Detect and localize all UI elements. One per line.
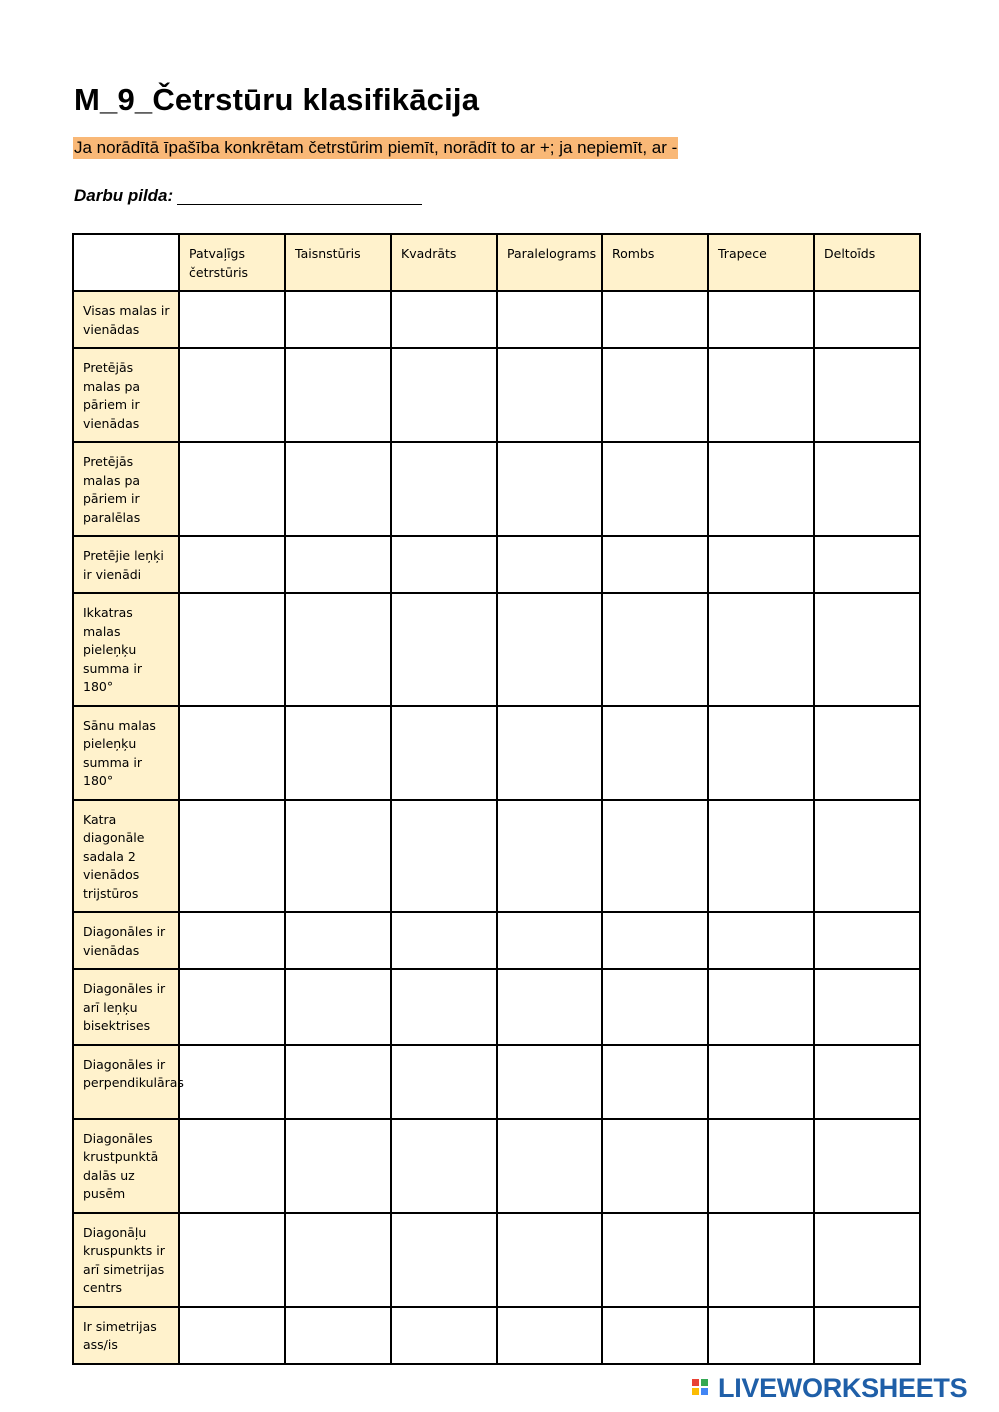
answer-cell[interactable] [497,1119,602,1213]
answer-cell[interactable] [179,348,285,442]
answer-cell[interactable] [391,800,497,913]
row-label: Pretējās malas pa pāriem ir paralēlas [73,442,179,536]
liveworksheets-logo-icon [690,1376,716,1400]
answer-cell[interactable] [814,706,920,800]
answer-cell[interactable] [497,912,602,969]
table-row [73,291,920,348]
performer-name-input[interactable] [177,186,422,205]
answer-cell[interactable] [391,969,497,1045]
row-label: Pretējie leņķi ir vienādi [73,536,179,593]
answer-cell[interactable] [497,800,602,913]
classification-table [72,233,921,1365]
table-row [73,706,920,800]
answer-cell[interactable] [391,706,497,800]
answer-cell[interactable] [708,291,814,348]
answer-cell[interactable] [391,348,497,442]
answer-cell[interactable] [285,291,391,348]
answer-cell[interactable] [179,1045,285,1119]
answer-cell[interactable] [814,291,920,348]
row-label: Ir simetrijas ass/is [73,1307,179,1364]
answer-cell[interactable] [285,348,391,442]
answer-cell[interactable] [602,1119,708,1213]
answer-cell[interactable] [497,348,602,442]
column-header: Rombs [602,234,708,291]
answer-cell[interactable] [179,706,285,800]
answer-cell[interactable] [285,1307,391,1364]
answer-cell[interactable] [708,800,814,913]
table-row [73,912,920,969]
answer-cell[interactable] [708,1213,814,1307]
answer-cell[interactable] [602,969,708,1045]
table-row [73,536,920,593]
logo-square-blue [701,1388,708,1395]
table-row [73,1045,920,1119]
page-title: M_9_Četrstūru klasifikācija [74,82,480,117]
answer-cell[interactable] [391,442,497,536]
answer-cell[interactable] [179,912,285,969]
row-label: Ikkatras malas pieleņķu summa ir 180° [73,593,179,706]
answer-cell[interactable] [391,1119,497,1213]
table-row [73,348,920,442]
row-label: Diagonāles ir arī leņķu bisektrises [73,969,179,1045]
answer-cell[interactable] [708,1307,814,1364]
answer-cell[interactable] [497,593,602,706]
answer-cell[interactable] [285,536,391,593]
answer-cell[interactable] [814,1045,920,1119]
answer-cell[interactable] [814,348,920,442]
answer-cell[interactable] [814,593,920,706]
answer-cell[interactable] [285,1045,391,1119]
answer-cell[interactable] [602,1045,708,1119]
answer-cell[interactable] [602,912,708,969]
answer-cell[interactable] [285,442,391,536]
logo-square-green [701,1379,708,1386]
answer-cell[interactable] [602,593,708,706]
answer-cell[interactable] [708,706,814,800]
answer-cell[interactable] [285,969,391,1045]
answer-cell[interactable] [708,1119,814,1213]
answer-cell[interactable] [285,1213,391,1307]
answer-cell[interactable] [497,442,602,536]
logo-square-yellow [692,1388,699,1395]
answer-cell[interactable] [497,291,602,348]
table-header-row [73,234,920,291]
answer-cell[interactable] [708,912,814,969]
table-row [73,1213,920,1307]
answer-cell[interactable] [602,1307,708,1364]
performer-field [74,186,422,206]
answer-cell[interactable] [179,593,285,706]
liveworksheets-logo [690,1374,967,1402]
answer-cell[interactable] [391,593,497,706]
column-header: Paralelograms [497,234,602,291]
answer-cell[interactable] [708,536,814,593]
answer-cell[interactable] [708,442,814,536]
row-label: Visas malas ir vienādas [73,291,179,348]
answer-cell[interactable] [814,912,920,969]
answer-cell[interactable] [179,291,285,348]
column-header: Patvaļīgs četrstūris [179,234,285,291]
instruction-text: Ja norādītā īpašība konkrētam četrstūrim piemīt, norādīt to ar +; ja nepiemīt, ar - [74,138,678,157]
answer-cell[interactable] [179,442,285,536]
answer-cell[interactable] [285,593,391,706]
answer-cell[interactable] [708,348,814,442]
answer-cell[interactable] [391,1045,497,1119]
answer-cell[interactable] [602,706,708,800]
answer-cell[interactable] [814,536,920,593]
answer-cell[interactable] [602,800,708,913]
answer-cell[interactable] [391,912,497,969]
answer-cell[interactable] [391,536,497,593]
table-row [73,593,920,706]
answer-cell[interactable] [179,536,285,593]
answer-cell[interactable] [708,593,814,706]
row-label: Pretējās malas pa pāriem ir vienādas [73,348,179,442]
answer-cell[interactable] [285,1119,391,1213]
answer-cell[interactable] [814,442,920,536]
table-row [73,1119,920,1213]
performer-label: Darbu pilda: [74,186,174,205]
answer-cell[interactable] [179,800,285,913]
answer-cell[interactable] [497,1213,602,1307]
table-row [73,969,920,1045]
answer-cell[interactable] [602,536,708,593]
answer-cell[interactable] [708,1045,814,1119]
answer-cell[interactable] [285,706,391,800]
column-header: Deltoīds [814,234,920,291]
answer-cell[interactable] [602,442,708,536]
row-label: Diagonāles krustpunktā dalās uz pusēm [73,1119,179,1213]
logo-text: LIVEWORKSHEETS [718,1372,968,1403]
column-header: Trapece [708,234,814,291]
column-header: Kvadrāts [391,234,497,291]
answer-cell[interactable] [814,1119,920,1213]
answer-cell[interactable] [814,969,920,1045]
answer-cell[interactable] [602,291,708,348]
table-corner-cell [73,234,179,291]
answer-cell[interactable] [497,536,602,593]
answer-cell[interactable] [497,969,602,1045]
answer-cell[interactable] [285,800,391,913]
row-label: Sānu malas pieleņķu summa ir 180° [73,706,179,800]
answer-cell[interactable] [602,348,708,442]
row-label: Katra diagonāle sadala 2 vienādos trijstūros [73,800,179,913]
row-label: Diagonāļu kruspunkts ir arī simetrijas centrs [73,1213,179,1307]
answer-cell[interactable] [179,969,285,1045]
column-header: Taisnstūris [285,234,391,291]
row-label: Diagonāles ir perpendikulāras [73,1045,179,1119]
answer-cell[interactable] [285,912,391,969]
table-row [73,442,920,536]
answer-cell[interactable] [179,1119,285,1213]
logo-square-red [692,1379,699,1386]
row-label: Diagonāles ir vienādas [73,912,179,969]
table-row [73,800,920,913]
answer-cell[interactable] [497,706,602,800]
answer-cell[interactable] [391,1213,497,1307]
answer-cell[interactable] [391,291,497,348]
answer-cell[interactable] [814,1307,920,1364]
answer-cell[interactable] [708,969,814,1045]
answer-cell[interactable] [179,1307,285,1364]
answer-cell[interactable] [391,1307,497,1364]
answer-cell[interactable] [497,1045,602,1119]
answer-cell[interactable] [602,1213,708,1307]
answer-cell[interactable] [814,800,920,913]
table-row [73,1307,920,1364]
answer-cell[interactable] [179,1213,285,1307]
answer-cell[interactable] [497,1307,602,1364]
answer-cell[interactable] [814,1213,920,1307]
